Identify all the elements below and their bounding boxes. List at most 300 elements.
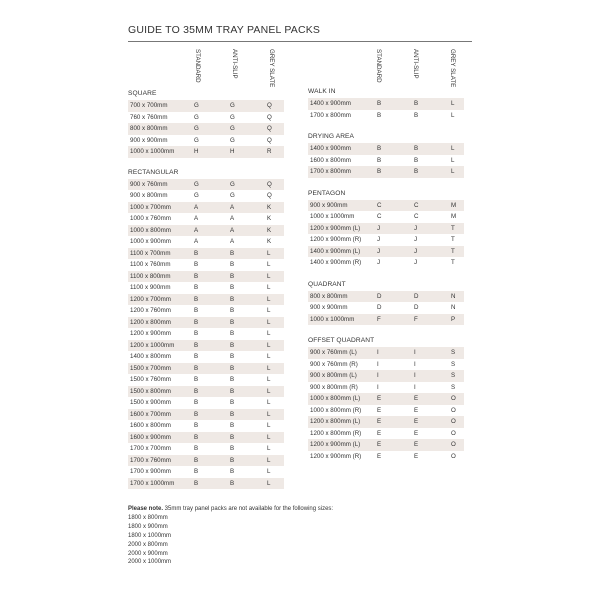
greyslate-cell: M bbox=[451, 201, 457, 209]
greyslate-cell: O bbox=[451, 441, 456, 448]
table-row bbox=[128, 112, 284, 124]
greyslate-cell: P bbox=[451, 315, 456, 323]
greyslate-cell: L bbox=[267, 479, 271, 487]
size-cell: 1200 x 900mm (R) bbox=[310, 236, 362, 243]
size-cell: 1400 x 800mm bbox=[130, 353, 171, 360]
standard-cell: B bbox=[194, 272, 199, 280]
table-row bbox=[128, 135, 284, 147]
size-cell: 1100 x 760mm bbox=[130, 261, 171, 268]
greyslate-cell: T bbox=[451, 224, 455, 232]
note bbox=[128, 505, 333, 567]
antislip-cell: H bbox=[230, 148, 235, 155]
greyslate-cell: O bbox=[451, 452, 456, 460]
note-size: 1800 x 900mm bbox=[128, 523, 168, 530]
size-cell: 1200 x 800mm (L) bbox=[310, 418, 361, 425]
greyslate-cell: S bbox=[451, 349, 456, 356]
antislip-cell: B bbox=[230, 479, 235, 487]
size-cell: 1000 x 700mm bbox=[130, 203, 171, 211]
antislip-cell: B bbox=[230, 468, 235, 475]
standard-cell: B bbox=[194, 456, 199, 464]
standard-cell: D bbox=[377, 304, 382, 311]
standard-cell: G bbox=[194, 125, 199, 132]
antislip-cell: B bbox=[230, 376, 235, 383]
table-row bbox=[128, 466, 284, 478]
greyslate-cell: Q bbox=[267, 192, 272, 199]
note-size: 2000 x 900mm bbox=[128, 550, 168, 557]
standard-cell: I bbox=[377, 360, 379, 368]
note-size: 1800 x 1000mm bbox=[128, 532, 172, 539]
antislip-cell: B bbox=[230, 410, 235, 418]
standard-cell: B bbox=[194, 307, 199, 314]
antislip-cell: C bbox=[414, 213, 419, 220]
table-row bbox=[128, 432, 284, 444]
table-row bbox=[308, 428, 464, 440]
antislip-cell: E bbox=[414, 406, 419, 414]
antislip-cell: B bbox=[414, 145, 419, 152]
size-cell: 1000 x 800mm (R) bbox=[310, 406, 362, 414]
size-cell: 1700 x 800mm bbox=[310, 168, 351, 175]
size-cell: 900 x 760mm (R) bbox=[310, 360, 358, 368]
standard-cell: B bbox=[194, 353, 199, 360]
antislip-cell: G bbox=[230, 180, 235, 188]
standard-cell: B bbox=[194, 468, 199, 475]
antislip-cell: J bbox=[414, 247, 418, 255]
table-row bbox=[308, 393, 464, 405]
size-cell: 900 x 760mm (L) bbox=[310, 349, 357, 356]
antislip-cell: J bbox=[414, 224, 418, 232]
antislip-cell: G bbox=[230, 102, 235, 109]
standard-cell: J bbox=[377, 247, 381, 255]
antislip-cell: G bbox=[230, 136, 235, 144]
antislip-cell: I bbox=[414, 349, 416, 356]
size-cell: 1700 x 760mm bbox=[130, 456, 171, 464]
right-col-head-greyslate: GREY SLATE bbox=[449, 49, 456, 88]
table-row bbox=[308, 143, 464, 155]
antislip-cell: B bbox=[230, 261, 235, 268]
greyslate-cell: K bbox=[267, 215, 272, 222]
antislip-cell: B bbox=[230, 422, 235, 429]
table-row bbox=[308, 347, 464, 359]
size-cell: 900 x 800mm bbox=[130, 192, 168, 199]
standard-cell: I bbox=[377, 383, 379, 391]
size-cell: 800 x 800mm bbox=[310, 292, 348, 300]
standard-cell: B bbox=[194, 410, 199, 418]
greyslate-cell: N bbox=[451, 292, 456, 300]
antislip-cell: B bbox=[230, 399, 235, 406]
size-cell: 900 x 800mm (L) bbox=[310, 372, 357, 379]
table-row bbox=[308, 416, 464, 428]
table-row bbox=[308, 302, 464, 314]
table-row bbox=[128, 271, 284, 283]
table-row bbox=[308, 98, 464, 110]
antislip-cell: B bbox=[230, 318, 235, 326]
antislip-cell: E bbox=[414, 441, 419, 448]
standard-cell: B bbox=[194, 249, 199, 257]
size-cell: 1700 x 800mm bbox=[310, 111, 351, 119]
size-cell: 1700 x 700mm bbox=[130, 445, 171, 452]
antislip-cell: I bbox=[414, 372, 416, 379]
greyslate-cell: L bbox=[267, 341, 271, 349]
antislip-cell: B bbox=[230, 330, 235, 337]
standard-cell: A bbox=[194, 215, 199, 222]
antislip-cell: A bbox=[230, 215, 235, 222]
standard-cell: B bbox=[194, 261, 199, 268]
standard-cell: B bbox=[194, 422, 199, 429]
greyslate-cell: T bbox=[451, 236, 455, 243]
antislip-cell: B bbox=[230, 353, 235, 360]
antislip-cell: B bbox=[230, 433, 235, 441]
greyslate-cell: L bbox=[267, 445, 271, 452]
table-row bbox=[308, 439, 464, 451]
size-cell: 1400 x 900mm bbox=[310, 100, 351, 107]
antislip-cell: D bbox=[414, 292, 419, 300]
greyslate-cell: L bbox=[267, 295, 271, 303]
antislip-cell: B bbox=[414, 111, 419, 119]
table-row bbox=[128, 225, 284, 237]
size-cell: 1200 x 900mm (L) bbox=[310, 441, 361, 448]
note-size: 2000 x 1000mm bbox=[128, 559, 172, 566]
size-cell: 1000 x 800mm (L) bbox=[310, 395, 361, 402]
table-row bbox=[308, 451, 464, 463]
size-cell: 1200 x 900mm (L) bbox=[310, 224, 361, 232]
size-cell: 760 x 760mm bbox=[130, 113, 168, 121]
standard-cell: B bbox=[194, 284, 199, 291]
antislip-cell: B bbox=[230, 307, 235, 314]
antislip-cell: A bbox=[230, 203, 235, 211]
section-heading: QUADRANT bbox=[308, 280, 346, 288]
antislip-cell: B bbox=[230, 284, 235, 291]
table-row bbox=[308, 246, 464, 258]
standard-cell: E bbox=[377, 429, 382, 437]
antislip-cell: B bbox=[230, 445, 235, 452]
greyslate-cell: L bbox=[451, 145, 455, 152]
table-row bbox=[128, 478, 284, 490]
standard-cell: B bbox=[194, 330, 199, 337]
standard-cell: B bbox=[377, 168, 382, 175]
standard-cell: I bbox=[377, 372, 379, 379]
greyslate-cell: L bbox=[451, 156, 455, 164]
table-row bbox=[128, 443, 284, 455]
size-cell: 1500 x 700mm bbox=[130, 364, 171, 372]
antislip-cell: E bbox=[414, 418, 419, 425]
size-cell: 1000 x 1000mm bbox=[130, 148, 175, 155]
size-cell: 1600 x 700mm bbox=[130, 410, 171, 418]
greyslate-cell: L bbox=[267, 261, 271, 268]
standard-cell: G bbox=[194, 102, 199, 109]
greyslate-cell: L bbox=[451, 111, 455, 119]
standard-cell: B bbox=[194, 341, 199, 349]
table-row bbox=[128, 236, 284, 248]
table-row bbox=[128, 146, 284, 158]
size-cell: 1000 x 760mm bbox=[130, 215, 171, 222]
section-heading: PENTAGON bbox=[308, 189, 346, 197]
size-cell: 900 x 800mm (R) bbox=[310, 383, 358, 391]
size-cell: 1200 x 700mm bbox=[130, 295, 171, 303]
size-cell: 1100 x 800mm bbox=[130, 272, 171, 280]
standard-cell: E bbox=[377, 441, 382, 448]
size-cell: 1200 x 900mm (R) bbox=[310, 452, 362, 460]
standard-cell: C bbox=[377, 213, 382, 220]
table-row bbox=[308, 314, 464, 326]
size-cell: 1500 x 800mm bbox=[130, 387, 171, 395]
antislip-cell: E bbox=[414, 452, 419, 460]
greyslate-cell: L bbox=[267, 307, 271, 314]
table-row bbox=[128, 420, 284, 432]
section-heading: WALK IN bbox=[308, 88, 336, 95]
size-cell: 1100 x 900mm bbox=[130, 284, 171, 291]
page-title: GUIDE TO 35MM TRAY PANEL PACKS bbox=[128, 24, 321, 36]
standard-cell: H bbox=[194, 148, 199, 155]
antislip-cell: G bbox=[230, 192, 235, 199]
greyslate-cell: Q bbox=[267, 113, 272, 121]
greyslate-cell: S bbox=[451, 360, 456, 368]
antislip-cell: F bbox=[414, 315, 418, 323]
size-cell: 1600 x 900mm bbox=[130, 433, 171, 441]
size-cell: 1200 x 760mm bbox=[130, 307, 171, 314]
table-row bbox=[128, 259, 284, 271]
antislip-cell: E bbox=[414, 429, 419, 437]
greyslate-cell: L bbox=[267, 456, 271, 464]
greyslate-cell: L bbox=[267, 318, 271, 326]
size-cell: 1600 x 800mm bbox=[130, 422, 171, 429]
size-cell: 1400 x 900mm bbox=[310, 145, 351, 152]
table-row bbox=[128, 351, 284, 363]
size-cell: 900 x 900mm bbox=[310, 304, 348, 311]
greyslate-cell: L bbox=[267, 272, 271, 280]
antislip-cell: G bbox=[230, 125, 235, 132]
greyslate-cell: L bbox=[267, 422, 271, 429]
greyslate-cell: K bbox=[267, 203, 272, 211]
note-size: 2000 x 800mm bbox=[128, 541, 168, 548]
size-cell: 1100 x 700mm bbox=[130, 249, 171, 257]
size-cell: 1000 x 1000mm bbox=[310, 315, 355, 323]
greyslate-cell: L bbox=[267, 410, 271, 418]
table-row bbox=[128, 179, 284, 191]
table-row bbox=[128, 100, 284, 112]
standard-cell: I bbox=[377, 349, 379, 356]
greyslate-cell: O bbox=[451, 429, 456, 437]
table-row bbox=[308, 211, 464, 223]
table-row bbox=[308, 223, 464, 235]
table-row bbox=[308, 291, 464, 303]
table-row bbox=[128, 409, 284, 421]
greyslate-cell: L bbox=[451, 100, 455, 107]
note-size: 1800 x 800mm bbox=[128, 514, 168, 521]
greyslate-cell: L bbox=[267, 433, 271, 441]
standard-cell: B bbox=[194, 295, 199, 303]
standard-cell: F bbox=[377, 315, 381, 323]
standard-cell: G bbox=[194, 180, 199, 188]
table-row bbox=[128, 397, 284, 409]
greyslate-cell: T bbox=[451, 259, 455, 266]
greyslate-cell: Q bbox=[267, 136, 272, 144]
antislip-cell: J bbox=[414, 236, 418, 243]
greyslate-cell: L bbox=[267, 376, 271, 383]
right-col-head-standard: STANDARD bbox=[375, 49, 382, 83]
table-row bbox=[308, 382, 464, 394]
table-row bbox=[128, 190, 284, 202]
table-row bbox=[128, 374, 284, 386]
antislip-cell: I bbox=[414, 383, 416, 391]
table-row bbox=[128, 455, 284, 467]
size-cell: 900 x 900mm bbox=[130, 136, 168, 144]
size-cell: 1500 x 760mm bbox=[130, 376, 171, 383]
greyslate-cell: N bbox=[451, 304, 456, 311]
table-row bbox=[128, 213, 284, 225]
antislip-cell: B bbox=[414, 100, 419, 107]
antislip-cell: B bbox=[230, 341, 235, 349]
antislip-cell: B bbox=[230, 387, 235, 395]
section-heading: SQUARE bbox=[128, 90, 157, 97]
standard-cell: A bbox=[194, 226, 199, 234]
note-label: Please note. bbox=[128, 506, 164, 512]
antislip-cell: A bbox=[230, 238, 235, 245]
section-heading: RECTANGULAR bbox=[128, 168, 179, 176]
size-cell: 1200 x 1000mm bbox=[130, 341, 175, 349]
table-row bbox=[128, 123, 284, 135]
antislip-cell: E bbox=[414, 395, 419, 402]
size-cell: 1000 x 900mm bbox=[130, 238, 171, 245]
greyslate-cell: L bbox=[451, 168, 455, 175]
greyslate-cell: O bbox=[451, 418, 456, 425]
greyslate-cell: K bbox=[267, 238, 272, 245]
table-row bbox=[128, 317, 284, 329]
note-text: 35mm tray panel packs are not available for the following sizes: bbox=[163, 506, 334, 512]
size-cell: 1700 x 900mm bbox=[130, 468, 171, 475]
standard-cell: B bbox=[194, 433, 199, 441]
standard-cell: G bbox=[194, 136, 199, 144]
greyslate-cell: Q bbox=[267, 180, 272, 188]
table-row bbox=[308, 110, 464, 122]
greyslate-cell: R bbox=[267, 148, 272, 155]
standard-cell: G bbox=[194, 192, 199, 199]
antislip-cell: A bbox=[230, 226, 235, 234]
size-cell: 1200 x 800mm (R) bbox=[310, 429, 362, 437]
standard-cell: C bbox=[377, 201, 382, 209]
table-row bbox=[128, 248, 284, 260]
standard-cell: D bbox=[377, 292, 382, 300]
standard-cell: J bbox=[377, 236, 381, 243]
antislip-cell: D bbox=[414, 304, 419, 311]
greyslate-cell: Q bbox=[267, 102, 272, 109]
standard-cell: B bbox=[377, 156, 382, 164]
table-row bbox=[308, 234, 464, 246]
table-row bbox=[128, 282, 284, 294]
greyslate-cell: L bbox=[267, 468, 271, 475]
size-cell: 1000 x 1000mm bbox=[310, 213, 355, 220]
size-cell: 900 x 760mm bbox=[130, 180, 168, 188]
antislip-cell: B bbox=[230, 249, 235, 257]
table-row bbox=[128, 202, 284, 214]
antislip-cell: G bbox=[230, 113, 235, 121]
standard-cell: B bbox=[194, 399, 199, 406]
table-row bbox=[128, 340, 284, 352]
antislip-cell: B bbox=[230, 456, 235, 464]
table-row bbox=[308, 370, 464, 382]
antislip-cell: C bbox=[414, 201, 419, 209]
standard-cell: G bbox=[194, 113, 199, 121]
standard-cell: J bbox=[377, 224, 381, 232]
greyslate-cell: M bbox=[451, 213, 457, 220]
standard-cell: B bbox=[194, 318, 199, 326]
table-row bbox=[128, 305, 284, 317]
size-cell: 1500 x 900mm bbox=[130, 399, 171, 406]
size-cell: 1600 x 800mm bbox=[310, 156, 351, 164]
size-cell: 1000 x 800mm bbox=[130, 226, 171, 234]
size-cell: 1400 x 900mm (R) bbox=[310, 259, 362, 266]
greyslate-cell: L bbox=[267, 399, 271, 406]
standard-cell: E bbox=[377, 418, 382, 425]
left-col-head-greyslate: GREY SLATE bbox=[268, 49, 275, 88]
greyslate-cell: Q bbox=[267, 125, 272, 132]
antislip-cell: I bbox=[414, 360, 416, 368]
standard-cell: A bbox=[194, 203, 199, 211]
standard-cell: B bbox=[377, 145, 382, 152]
table-row bbox=[128, 363, 284, 375]
right-col-head-antislip: ANTI-SLIP bbox=[412, 49, 419, 79]
size-cell: 1700 x 1000mm bbox=[130, 479, 175, 487]
standard-cell: B bbox=[194, 376, 199, 383]
greyslate-cell: S bbox=[451, 372, 456, 379]
size-cell: 800 x 800mm bbox=[130, 125, 168, 132]
note-heading bbox=[128, 505, 333, 514]
section-heading: DRYING AREA bbox=[308, 133, 355, 140]
standard-cell: B bbox=[194, 364, 199, 372]
standard-cell: B bbox=[377, 100, 382, 107]
size-cell: 700 x 700mm bbox=[130, 102, 168, 109]
standard-cell: B bbox=[194, 479, 199, 487]
standard-cell: E bbox=[377, 406, 382, 414]
antislip-cell: B bbox=[230, 272, 235, 280]
standard-cell: J bbox=[377, 259, 381, 266]
table-row bbox=[308, 257, 464, 269]
standard-cell: E bbox=[377, 452, 382, 460]
greyslate-cell: K bbox=[267, 226, 272, 234]
title-rule bbox=[128, 41, 472, 42]
left-col-head-standard: STANDARD bbox=[194, 49, 201, 83]
left-col-head-antislip: ANTI-SLIP bbox=[231, 49, 238, 79]
greyslate-cell: L bbox=[267, 387, 271, 395]
table-row bbox=[308, 155, 464, 167]
table-row bbox=[128, 294, 284, 306]
greyslate-cell: O bbox=[451, 395, 456, 402]
greyslate-cell: O bbox=[451, 406, 456, 414]
greyslate-cell: L bbox=[267, 353, 271, 360]
antislip-cell: B bbox=[230, 295, 235, 303]
greyslate-cell: S bbox=[451, 383, 456, 391]
antislip-cell: J bbox=[414, 259, 418, 266]
table-row bbox=[128, 328, 284, 340]
table-row bbox=[308, 200, 464, 212]
table-row bbox=[308, 405, 464, 417]
section-heading: OFFSET QUADRANT bbox=[308, 337, 375, 344]
standard-cell: E bbox=[377, 395, 382, 402]
size-cell: 1200 x 800mm bbox=[130, 318, 171, 326]
antislip-cell: B bbox=[414, 168, 419, 175]
table-row bbox=[308, 359, 464, 371]
size-cell: 900 x 900mm bbox=[310, 201, 348, 209]
table-row bbox=[128, 386, 284, 398]
greyslate-cell: L bbox=[267, 284, 271, 291]
size-cell: 1200 x 900mm bbox=[130, 330, 171, 337]
greyslate-cell: L bbox=[267, 249, 271, 257]
greyslate-cell: L bbox=[267, 364, 271, 372]
standard-cell: B bbox=[194, 387, 199, 395]
standard-cell: B bbox=[194, 445, 199, 452]
antislip-cell: B bbox=[414, 156, 419, 164]
size-cell: 1400 x 900mm (L) bbox=[310, 247, 361, 255]
standard-cell: A bbox=[194, 238, 199, 245]
